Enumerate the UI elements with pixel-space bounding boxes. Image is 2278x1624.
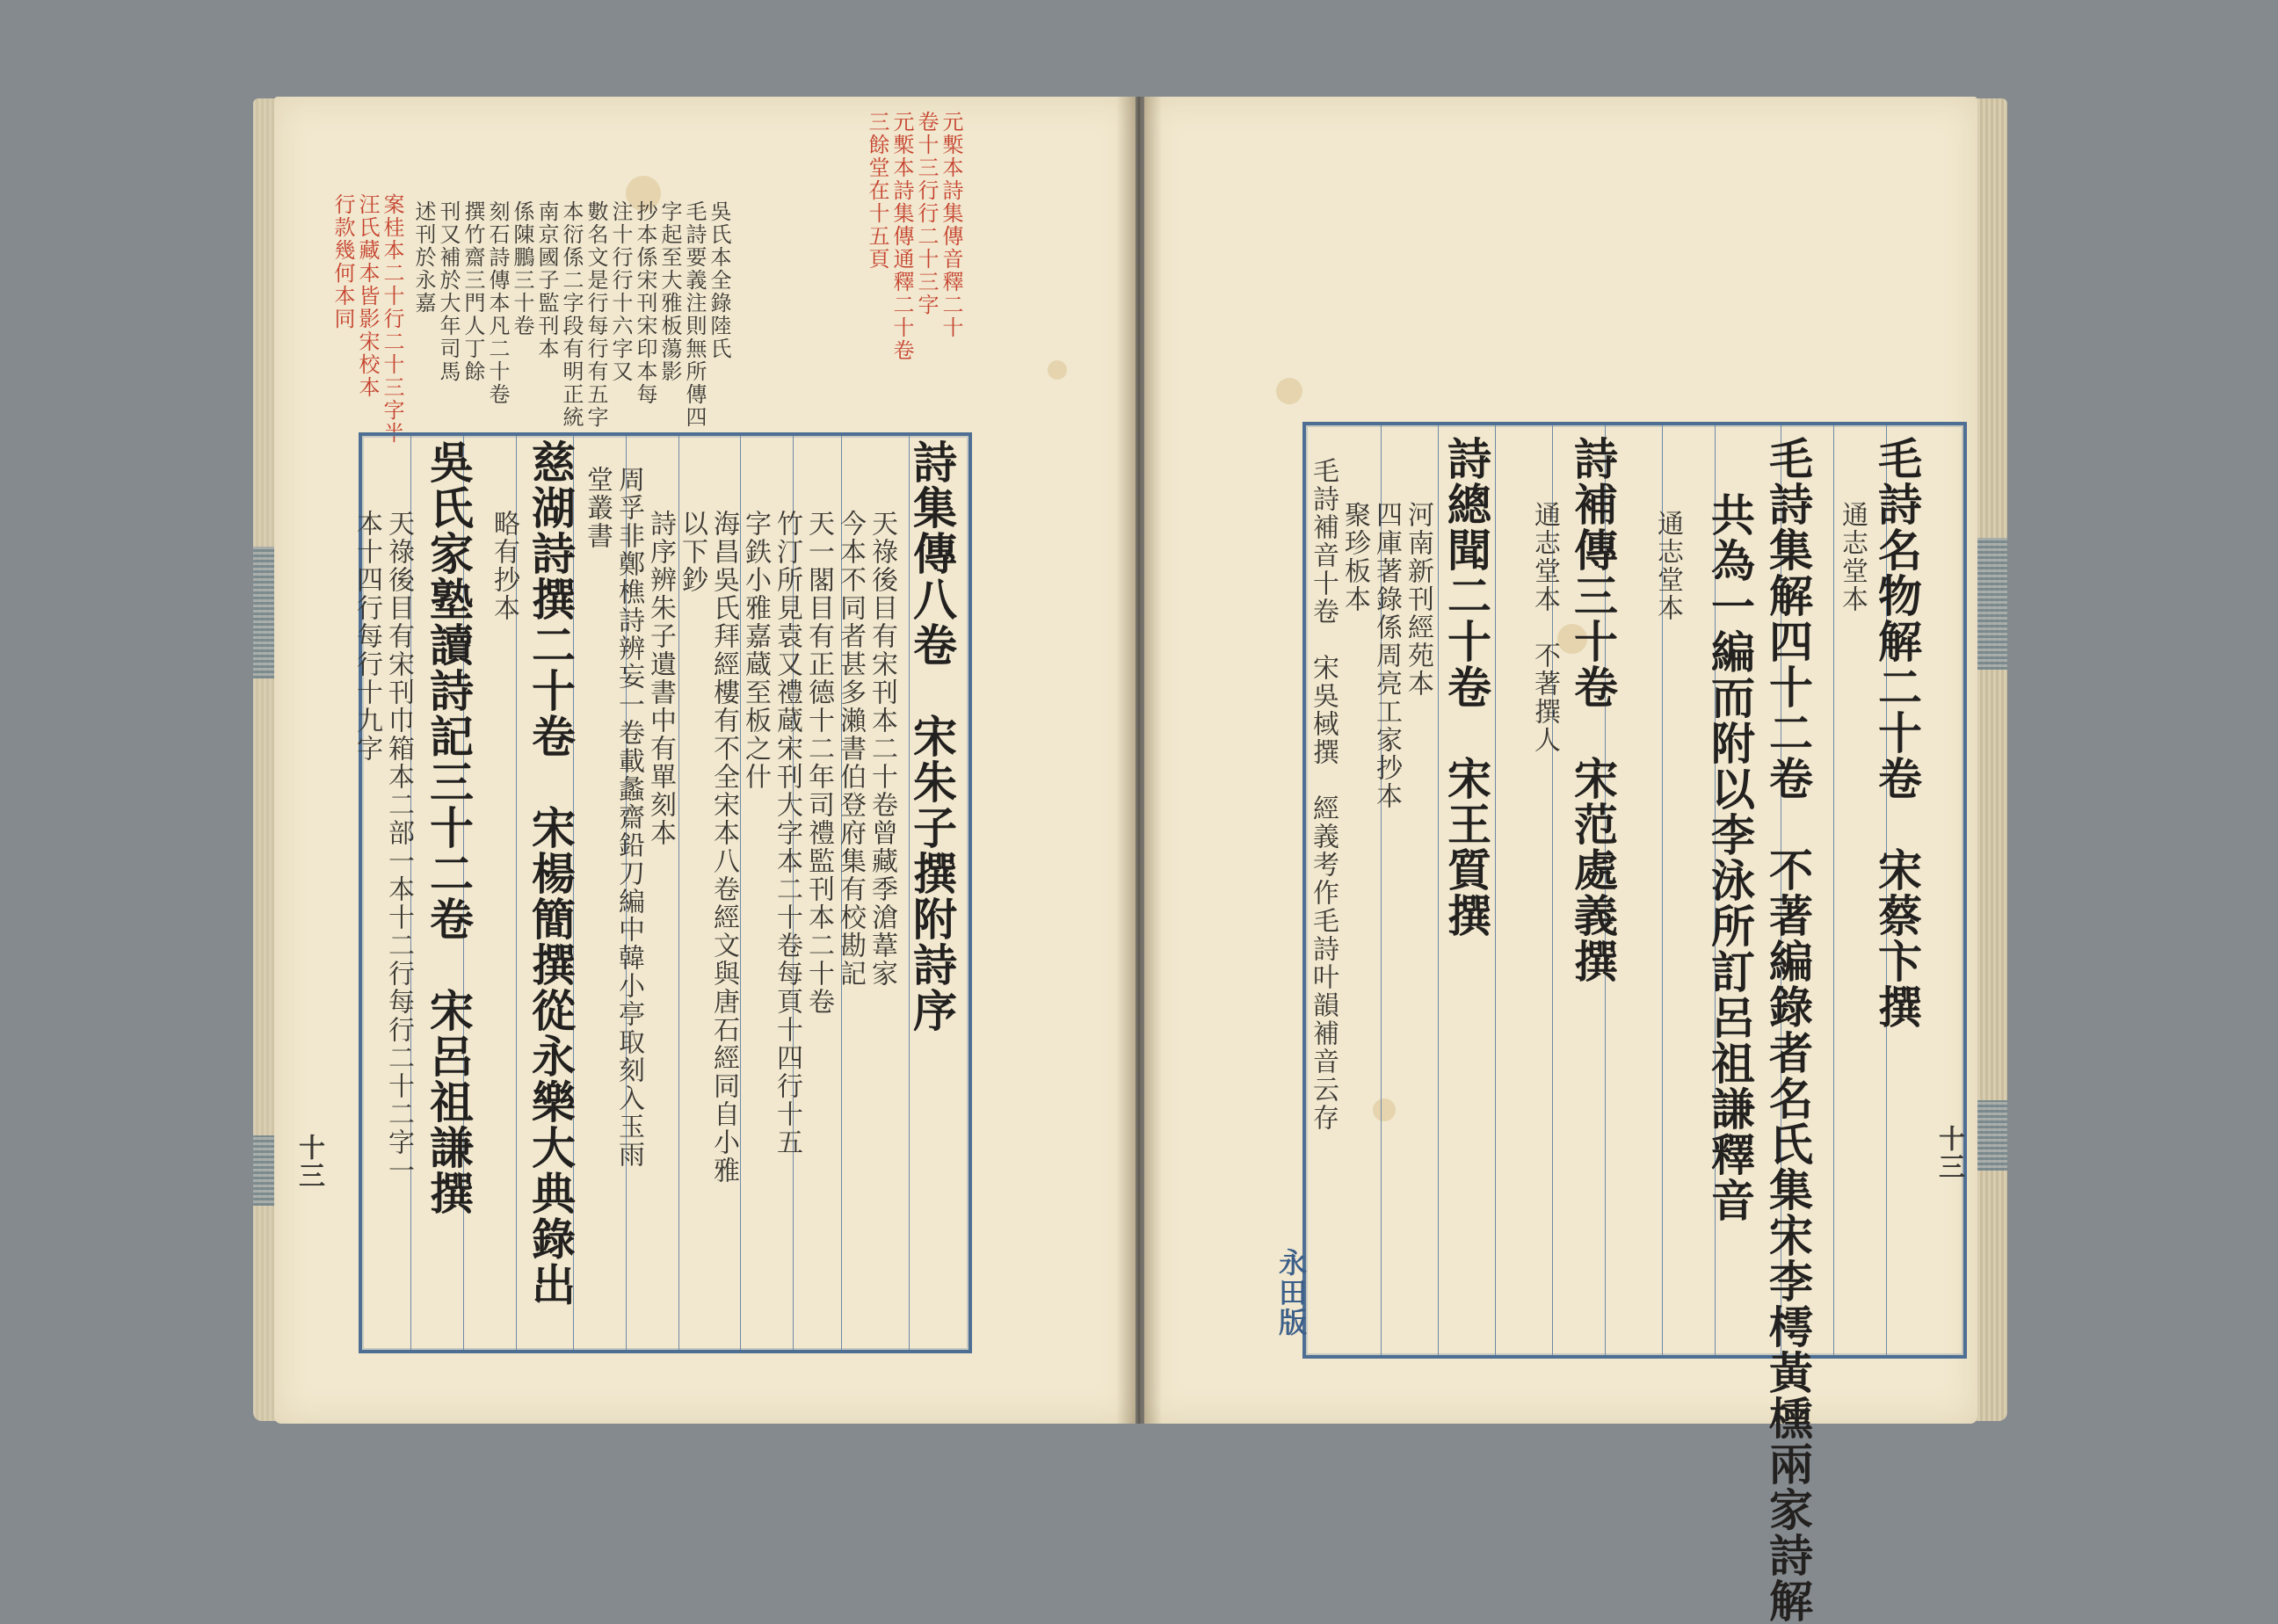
annotation-line: 四庫著錄係周亮工家抄本 [1371,501,1402,810]
book-gutter [1116,97,1162,1424]
handwritten-note: 注十行行十六字又 [608,200,633,383]
red-note: 卷十三行行二十三字 [914,111,939,316]
annotation-line: 堂叢書 [582,466,613,550]
handwritten-note: 字起至大雅板蕩影 [657,200,682,383]
handwritten-note: 係陳鵬三十卷 [510,200,534,337]
entry-title: 共為一編而附以李泳所訂呂祖謙釋音 [1704,492,1756,1223]
entry-title: 慈湖詩撰二十卷 宋楊簡撰從永樂大典錄出 [525,439,577,1308]
red-note: 案桂本二十行二十三字半 [380,193,404,445]
annotation-line: 略有抄本 [489,510,519,622]
red-note: 元槧本詩集傳通釋二十卷 [889,111,914,362]
annotation-line: 今本不同者甚多瀨書伯登府集有校勘記 [835,510,866,988]
annotation-line: 通志堂本 [1652,510,1683,622]
annotation-line: 毛詩補音十卷 宋吳棫撰 經義考作毛詩叶韻補音云存 [1308,457,1339,1132]
annotation-line: 詩序辨朱子遺書中有單刻本 [645,510,676,847]
red-note: 汪氏藏本皆影宋校本 [355,193,380,399]
foxing-spot [1048,360,1067,380]
red-note: 元槧本詩集傳音釋二十 [939,111,963,339]
annotation-line: 河南新刊經苑本 [1403,501,1433,698]
red-note: 三餘堂在十五頁 [865,111,889,271]
handwritten-note: 述刊於永嘉 [411,200,436,315]
entry-title: 詩總聞二十卷 宋王質撰 [1440,436,1492,939]
handwritten-note: 毛詩要義注則無所傳四 [682,200,707,429]
entry-title: 毛詩名物解二十卷 宋蔡卞撰 [1871,436,1923,1030]
entry-title: 毛詩集解四十二卷 不著編錄者名氏集宋李樗黃櫄兩家詩解 [1762,436,1814,1624]
handwritten-note: 本衍係二字段有明正統 [559,200,584,429]
entry-title: 詩補傳三十卷 宋范處義撰 [1567,436,1619,984]
entry-title: 吳氏家塾讀詩記三十二卷 宋呂祖謙撰 [423,439,475,1216]
red-note: 行款幾何本同 [330,193,355,330]
annotation-line: 天一閣目有正德十二年司禮監刊本二十卷 [803,510,834,1016]
annotation-line: 通志堂本 [1837,501,1868,613]
annotation-line: 周孚非鄭樵詩辨妄一卷載蠡齋鉛刀編中韓小亭取刻入玉雨 [613,466,644,1169]
annotation-line: 字鉄小雅嘉蔵至板之什 [740,510,771,791]
publisher-mark: 永田版 [1274,1248,1308,1338]
entry-title: 詩集傳八卷 宋朱子撰附詩序 [906,439,958,1033]
handwritten-note: 數名文是行每行有五字 [584,200,608,429]
annotation-line: 天祿後目有宋刊本二十卷曾藏季滄葦家 [867,510,897,988]
annotation-line: 以下鈔 [677,510,707,594]
handwritten-note: 刻石詩傳本凡二十卷 [485,200,510,406]
annotation-line: 聚珍板本 [1339,501,1370,613]
handwritten-note: 刊又補於大年司馬 [436,200,461,383]
annotation-line: 竹汀所見袁又禮蔵宋刊大字本二十卷每頁十四行十五 [772,510,802,1156]
handwritten-note: 南京國子監刊本 [534,200,559,360]
annotation-line: 海昌吳氏拜經樓有不全宋本八卷經文與唐石經同自小雅 [708,510,739,1185]
handwritten-note: 吳氏本全錄陸氏 [707,200,731,360]
handwritten-note: 抄本係宋刊宋印本每 [633,200,657,406]
annotation-line: 通志堂本 不著撰人 [1529,501,1560,754]
foxing-spot [1276,378,1302,404]
annotation-line: 天祿後目有宋刊巾箱本二部一本十二行每行二十二字一 [383,510,414,1185]
annotation-line: 本十四行每行十九字 [352,510,382,763]
page-number: 十三 [294,1134,324,1190]
page-number: 十三 [1933,1125,1964,1181]
handwritten-note: 撰竹齋三門人丁餘 [461,200,485,383]
